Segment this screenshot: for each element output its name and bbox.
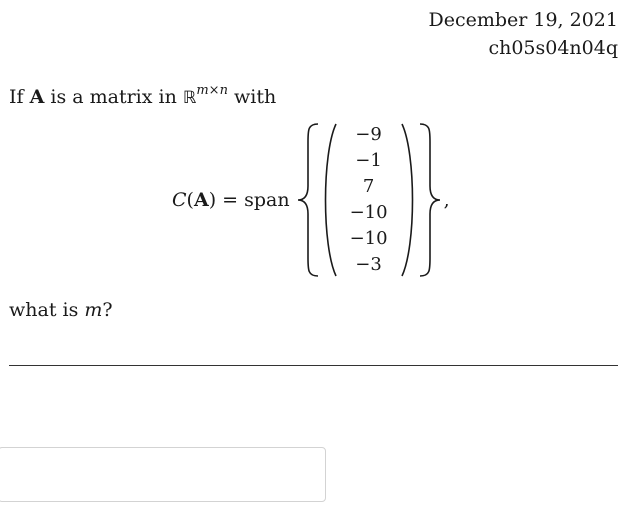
vector-entry: 7: [362, 176, 375, 197]
problem-code: ch05s04n04q: [488, 37, 618, 59]
right-curly-brace: [420, 124, 440, 276]
date-text: December 19, 2021: [428, 9, 618, 31]
matrix-symbol: A: [29, 86, 45, 108]
span-operator: = span: [222, 189, 290, 211]
followup-text: what is: [9, 299, 79, 321]
vector-entry: −10: [349, 202, 388, 223]
left-parenthesis: [325, 124, 336, 276]
document-header: [428, 6, 618, 62]
followup-end: ?: [102, 299, 113, 321]
vector-entry: −9: [355, 124, 382, 145]
column-space-function: C: [172, 189, 187, 211]
equation-lhs: C(A): [172, 189, 217, 211]
question-suffix: with: [234, 86, 277, 108]
question-middle: is a matrix in: [50, 86, 177, 108]
question-statement: [9, 78, 276, 111]
section-divider: [9, 365, 618, 366]
vector-entry: −1: [355, 150, 382, 171]
spanning-set: [296, 120, 442, 280]
answer-input[interactable]: [0, 447, 326, 502]
vector-entry: −3: [355, 254, 382, 275]
right-parenthesis: [402, 124, 413, 276]
real-field-symbol: ℝ: [182, 88, 197, 108]
left-curly-brace: [298, 124, 318, 276]
vector-entry: −10: [349, 228, 388, 249]
column-vector: [344, 122, 394, 278]
question-prefix: If: [9, 86, 24, 108]
column-space-equation: [172, 120, 450, 280]
dimension-exponent: m×n: [196, 83, 228, 98]
equation-comma: ,: [443, 189, 450, 211]
equation-matrix-symbol: A: [193, 189, 209, 211]
followup-question: [9, 299, 113, 321]
followup-variable: m: [84, 299, 103, 321]
